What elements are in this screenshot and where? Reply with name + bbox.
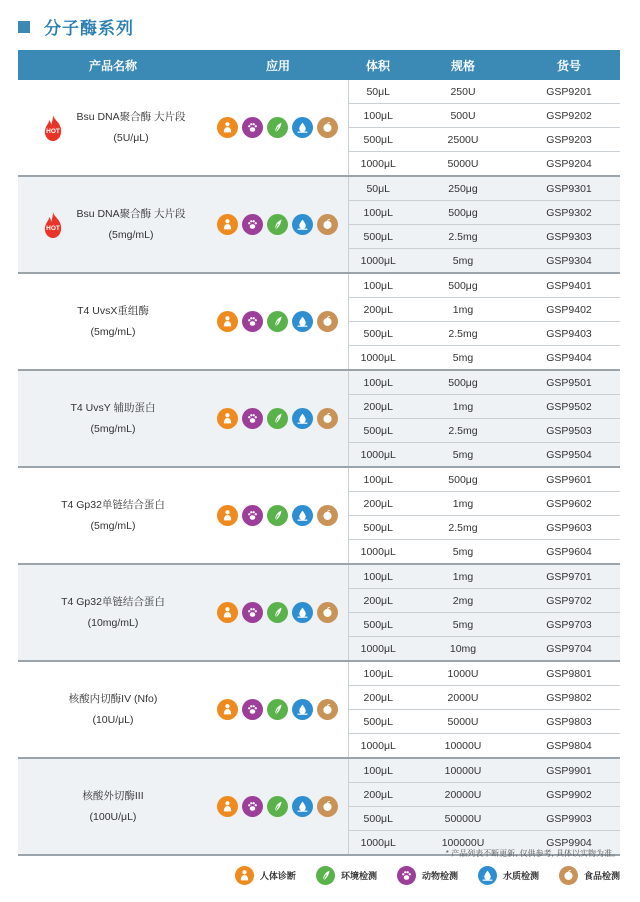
volume-cell: 500μL	[348, 128, 408, 152]
item-number-cell: GSP9203	[518, 128, 620, 152]
item-number-cell: GSP9604	[518, 540, 620, 565]
item-number-cell: GSP9801	[518, 661, 620, 686]
volume-cell: 200μL	[348, 589, 408, 613]
product-name: Bsu DNA聚合酶 大片段	[76, 207, 186, 220]
food-icon	[317, 602, 338, 623]
product-name-cell	[18, 176, 208, 273]
spec-cell: 250μg	[408, 176, 518, 201]
volume-cell: 500μL	[348, 516, 408, 540]
spec-cell: 1mg	[408, 298, 518, 322]
paw-icon	[242, 602, 263, 623]
water-drop-icon	[292, 117, 313, 138]
water-drop-icon	[292, 214, 313, 235]
spec-cell: 500μg	[408, 467, 518, 492]
volume-cell: 500μL	[348, 613, 408, 637]
application-cell	[208, 80, 348, 176]
item-number-cell: GSP9201	[518, 80, 620, 104]
volume-cell: 500μL	[348, 225, 408, 249]
food-icon	[317, 796, 338, 817]
table-row	[18, 176, 620, 201]
footer-note: * 产品列表不断更新, 仅供参考, 具体以实物为准。	[445, 849, 620, 858]
volume-cell: 1000μL	[348, 346, 408, 371]
item-number-cell: GSP9204	[518, 152, 620, 177]
spec-cell: 500μg	[408, 370, 518, 395]
paw-icon	[242, 505, 263, 526]
volume-cell: 50μL	[348, 176, 408, 201]
product-name: T4 Gp32单链结合蛋白	[61, 595, 165, 608]
volume-cell: 500μL	[348, 322, 408, 346]
leaf-icon	[316, 866, 335, 885]
volume-cell: 100μL	[348, 104, 408, 128]
application-cell	[208, 176, 348, 273]
spec-cell: 5mg	[408, 540, 518, 565]
paw-icon	[242, 117, 263, 138]
volume-cell: 1000μL	[348, 540, 408, 565]
product-name: 核酸内切酶IV (Nfo)	[68, 692, 158, 705]
food-icon	[317, 311, 338, 332]
header-application: 应用	[208, 50, 348, 80]
header-item-number: 货号	[518, 50, 620, 80]
water-drop-icon	[478, 866, 497, 885]
leaf-icon	[267, 408, 288, 429]
table-row	[18, 661, 620, 686]
volume-cell: 500μL	[348, 710, 408, 734]
human-diagnosis-icon	[217, 117, 238, 138]
volume-cell: 200μL	[348, 298, 408, 322]
table-body	[18, 80, 620, 855]
spec-cell: 500μg	[408, 201, 518, 225]
water-drop-icon	[292, 796, 313, 817]
legend-item	[478, 866, 539, 885]
spec-cell: 500μg	[408, 273, 518, 298]
paw-icon	[242, 408, 263, 429]
leaf-icon	[267, 117, 288, 138]
human-diagnosis-icon	[217, 796, 238, 817]
product-table	[18, 50, 620, 856]
spec-cell: 2000U	[408, 686, 518, 710]
svg-text:HOT: HOT	[46, 127, 61, 135]
volume-cell: 100μL	[348, 273, 408, 298]
legend-label: 食品检测	[583, 871, 620, 881]
product-name: T4 Gp32单链结合蛋白	[61, 498, 165, 511]
human-diagnosis-icon	[235, 866, 254, 885]
spec-cell: 2.5mg	[408, 322, 518, 346]
item-number-cell: GSP9302	[518, 201, 620, 225]
application-cell	[208, 467, 348, 564]
table-row	[18, 758, 620, 783]
leaf-icon	[267, 602, 288, 623]
product-name-cell	[18, 370, 208, 467]
item-number-cell: GSP9403	[518, 322, 620, 346]
leaf-icon	[267, 214, 288, 235]
legend-item	[235, 866, 296, 885]
legend-label: 水质检测	[502, 871, 539, 881]
spec-cell: 5mg	[408, 346, 518, 371]
product-concentration: (5U/μL)	[113, 131, 149, 144]
table-row	[18, 370, 620, 395]
paw-icon	[242, 311, 263, 332]
spec-cell: 1mg	[408, 564, 518, 589]
item-number-cell: GSP9404	[518, 346, 620, 371]
volume-cell: 200μL	[348, 686, 408, 710]
item-number-cell: GSP9703	[518, 613, 620, 637]
product-name: T4 UvsX重组酶	[77, 304, 149, 317]
spec-cell: 50000U	[408, 807, 518, 831]
page-title: 分子酶系列	[44, 19, 134, 38]
paw-icon	[397, 866, 416, 885]
item-number-cell: GSP9504	[518, 443, 620, 468]
product-concentration: (100U/μL)	[89, 810, 137, 823]
item-number-cell: GSP9903	[518, 807, 620, 831]
volume-cell: 1000μL	[348, 637, 408, 662]
water-drop-icon	[292, 699, 313, 720]
water-drop-icon	[292, 505, 313, 526]
volume-cell: 100μL	[348, 564, 408, 589]
leaf-icon	[267, 796, 288, 817]
volume-cell: 1000μL	[348, 831, 408, 856]
spec-cell: 10000U	[408, 734, 518, 759]
item-number-cell: GSP9503	[518, 419, 620, 443]
legend-label: 环境检测	[340, 871, 377, 881]
product-concentration: (5mg/mL)	[90, 325, 136, 338]
leaf-icon	[267, 699, 288, 720]
paw-icon	[242, 699, 263, 720]
spec-cell: 5mg	[408, 249, 518, 274]
human-diagnosis-icon	[217, 311, 238, 332]
food-icon	[317, 505, 338, 526]
product-name-cell	[18, 661, 208, 758]
table-row	[18, 564, 620, 589]
product-name-cell	[18, 80, 208, 176]
human-diagnosis-icon	[217, 602, 238, 623]
food-icon	[317, 408, 338, 429]
food-icon	[559, 866, 578, 885]
food-icon	[317, 699, 338, 720]
product-concentration: (5mg/mL)	[90, 422, 136, 435]
product-concentration: (5mg/mL)	[90, 519, 136, 532]
spec-cell: 20000U	[408, 783, 518, 807]
item-number-cell: GSP9303	[518, 225, 620, 249]
water-drop-icon	[292, 602, 313, 623]
human-diagnosis-icon	[217, 699, 238, 720]
volume-cell: 1000μL	[348, 152, 408, 177]
leaf-icon	[267, 311, 288, 332]
product-name: Bsu DNA聚合酶 大片段	[76, 110, 186, 123]
product-name-cell	[18, 273, 208, 370]
spec-cell: 2.5mg	[408, 516, 518, 540]
volume-cell: 100μL	[348, 661, 408, 686]
product-concentration: (10U/μL)	[92, 713, 134, 726]
item-number-cell: GSP9702	[518, 589, 620, 613]
item-number-cell: GSP9902	[518, 783, 620, 807]
volume-cell: 200μL	[348, 783, 408, 807]
application-cell	[208, 661, 348, 758]
product-name: T4 UvsY 辅助蛋白	[70, 401, 156, 414]
volume-cell: 100μL	[348, 370, 408, 395]
legend-item	[397, 866, 458, 885]
application-cell	[208, 370, 348, 467]
paw-icon	[242, 796, 263, 817]
item-number-cell: GSP9601	[518, 467, 620, 492]
item-number-cell: GSP9401	[518, 273, 620, 298]
item-number-cell: GSP9502	[518, 395, 620, 419]
spec-cell: 10mg	[408, 637, 518, 662]
application-legend	[235, 866, 620, 885]
volume-cell: 200μL	[348, 395, 408, 419]
volume-cell: 100μL	[348, 758, 408, 783]
item-number-cell: GSP9904	[518, 831, 620, 856]
spec-cell: 10000U	[408, 758, 518, 783]
product-concentration: (10mg/mL)	[87, 616, 139, 629]
hot-flame-icon	[40, 114, 66, 142]
volume-cell: 1000μL	[348, 734, 408, 759]
legend-item	[316, 866, 377, 885]
item-number-cell: GSP9301	[518, 176, 620, 201]
item-number-cell: GSP9701	[518, 564, 620, 589]
legend-label: 人体诊断	[259, 871, 296, 881]
legend-item	[559, 866, 620, 885]
table-row	[18, 80, 620, 104]
item-number-cell: GSP9202	[518, 104, 620, 128]
application-cell	[208, 758, 348, 855]
leaf-icon	[267, 505, 288, 526]
spec-cell: 2.5mg	[408, 225, 518, 249]
volume-cell: 1000μL	[348, 249, 408, 274]
spec-cell: 5mg	[408, 443, 518, 468]
item-number-cell: GSP9802	[518, 686, 620, 710]
volume-cell: 1000μL	[348, 443, 408, 468]
water-drop-icon	[292, 311, 313, 332]
spec-cell: 1mg	[408, 492, 518, 516]
volume-cell: 200μL	[348, 492, 408, 516]
spec-cell: 2.5mg	[408, 419, 518, 443]
legend-label: 动物检测	[421, 871, 458, 881]
table-row	[18, 273, 620, 298]
volume-cell: 100μL	[348, 201, 408, 225]
spec-cell: 2mg	[408, 589, 518, 613]
spec-cell: 500U	[408, 104, 518, 128]
item-number-cell: GSP9304	[518, 249, 620, 274]
spec-cell: 2500U	[408, 128, 518, 152]
spec-cell: 100000U	[408, 831, 518, 856]
product-name-cell	[18, 564, 208, 661]
food-icon	[317, 214, 338, 235]
water-drop-icon	[292, 408, 313, 429]
application-cell	[208, 564, 348, 661]
item-number-cell: GSP9603	[518, 516, 620, 540]
food-icon	[317, 117, 338, 138]
product-name: 核酸外切酶III	[82, 789, 144, 802]
table-header-row	[18, 50, 620, 80]
paw-icon	[242, 214, 263, 235]
item-number-cell: GSP9704	[518, 637, 620, 662]
volume-cell: 500μL	[348, 419, 408, 443]
human-diagnosis-icon	[217, 214, 238, 235]
header-volume: 体积	[348, 50, 408, 80]
spec-cell: 1mg	[408, 395, 518, 419]
spec-cell: 250U	[408, 80, 518, 104]
svg-text:HOT: HOT	[46, 224, 61, 232]
product-name-cell	[18, 758, 208, 855]
application-cell	[208, 273, 348, 370]
product-name-cell	[18, 467, 208, 564]
item-number-cell: GSP9803	[518, 710, 620, 734]
header-spec: 规格	[408, 50, 518, 80]
item-number-cell: GSP9602	[518, 492, 620, 516]
header-product-name: 产品名称	[18, 50, 208, 80]
item-number-cell: GSP9501	[518, 370, 620, 395]
product-concentration: (5mg/mL)	[108, 228, 154, 241]
volume-cell: 100μL	[348, 467, 408, 492]
volume-cell: 500μL	[348, 807, 408, 831]
spec-cell: 5mg	[408, 613, 518, 637]
spec-cell: 5000U	[408, 152, 518, 177]
human-diagnosis-icon	[217, 408, 238, 429]
spec-cell: 1000U	[408, 661, 518, 686]
table-row	[18, 467, 620, 492]
title-marker	[18, 21, 30, 33]
item-number-cell: GSP9804	[518, 734, 620, 759]
human-diagnosis-icon	[217, 505, 238, 526]
spec-cell: 5000U	[408, 710, 518, 734]
item-number-cell: GSP9901	[518, 758, 620, 783]
page-header	[18, 14, 134, 39]
volume-cell: 50μL	[348, 80, 408, 104]
item-number-cell: GSP9402	[518, 298, 620, 322]
hot-flame-icon	[40, 211, 66, 239]
